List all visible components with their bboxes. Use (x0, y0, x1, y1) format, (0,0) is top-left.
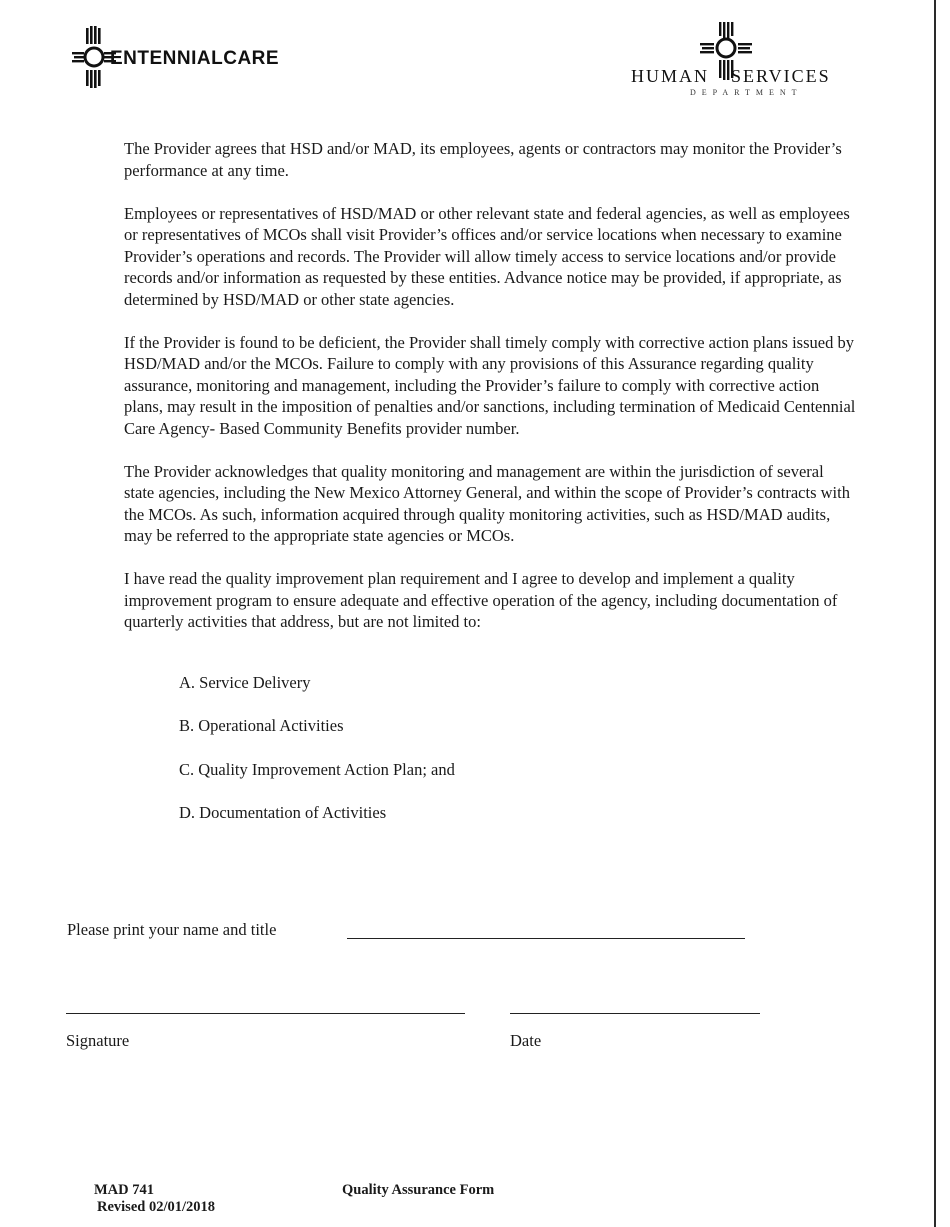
signature-label: Signature (66, 1031, 130, 1050)
list-item: D. Documentation of Activities (179, 803, 387, 822)
paragraph-agreement: I have read the quality improvement plan requirement and I agree to develop and implement a quality improvement program to ensure adequate and effective operation of the agency, including documentation of quarterly activities that address, but are not limited to: (124, 569, 838, 631)
paragraph-deficiency: If the Provider is found to be deficient, the Provider shall timely comply with corrective action plans issued by HSD/MAD and/or the MCOs. Failure to comply with any provisions of this Assurance regarding quality assurance, monitoring and management, including the Provider’s failure to comply with corrective action plans, may result in the imposition of penalties and/or sanctions, including termination of Medicaid Centennial Care Agency- Based Community Benefits provider number. (124, 332, 856, 438)
list-item: B. Operational Activities (179, 716, 344, 735)
department-subtitle: DEPARTMENT (690, 88, 803, 97)
paragraph-access: Employees or representatives of HSD/MAD or other relevant state and federal agencies, as well as employees or representatives of MCOs shall visit Provider’s offices and/or service locations when necessary to examine Provider’s operations and records. The Provider will allow timely access to service locations and/or provide records and/or information as requested by these entities. Advance notice may be provided, if appropriate, as determined by HSD/MAD or other state agencies. (124, 203, 850, 309)
paragraph-jurisdiction: The Provider acknowledges that quality monitoring and management are within the jurisdiction of several state agencies, including the New Mexico Attorney General, and within the scope of Provider’s contracts with the MCOs. As such, information acquired through quality monitoring activities, such as HSD/MAD audits, may be referred to the appropriate state agencies or MCOs. (124, 461, 850, 545)
name-title-label: Please print your name and title (67, 920, 277, 939)
form-title: Quality Assurance Form (342, 1182, 495, 1198)
body-text (124, 138, 858, 654)
human-services-wordmark: HUMAN SERVICES (631, 66, 831, 86)
signature-line[interactable] (66, 1013, 465, 1014)
form-number: MAD 741 (94, 1182, 155, 1198)
date-line[interactable] (510, 1013, 760, 1014)
name-title-line[interactable] (347, 938, 745, 939)
list-item: A. Service Delivery (179, 673, 311, 692)
human-services-logo (628, 22, 838, 98)
date-label: Date (510, 1031, 542, 1050)
revised-date: Revised 02/01/2018 (97, 1199, 216, 1215)
page-edge-line (934, 0, 936, 1227)
centennial-care-wordmark: ENTENNIALCARE (110, 48, 280, 69)
paragraph-monitoring: The Provider agrees that HSD and/or MAD, its employees, agents or contractors may monitor the Provider’s performance at any time. (124, 139, 842, 180)
list-item: C. Quality Improvement Action Plan; and (179, 760, 455, 779)
centennial-care-logo (72, 26, 312, 92)
